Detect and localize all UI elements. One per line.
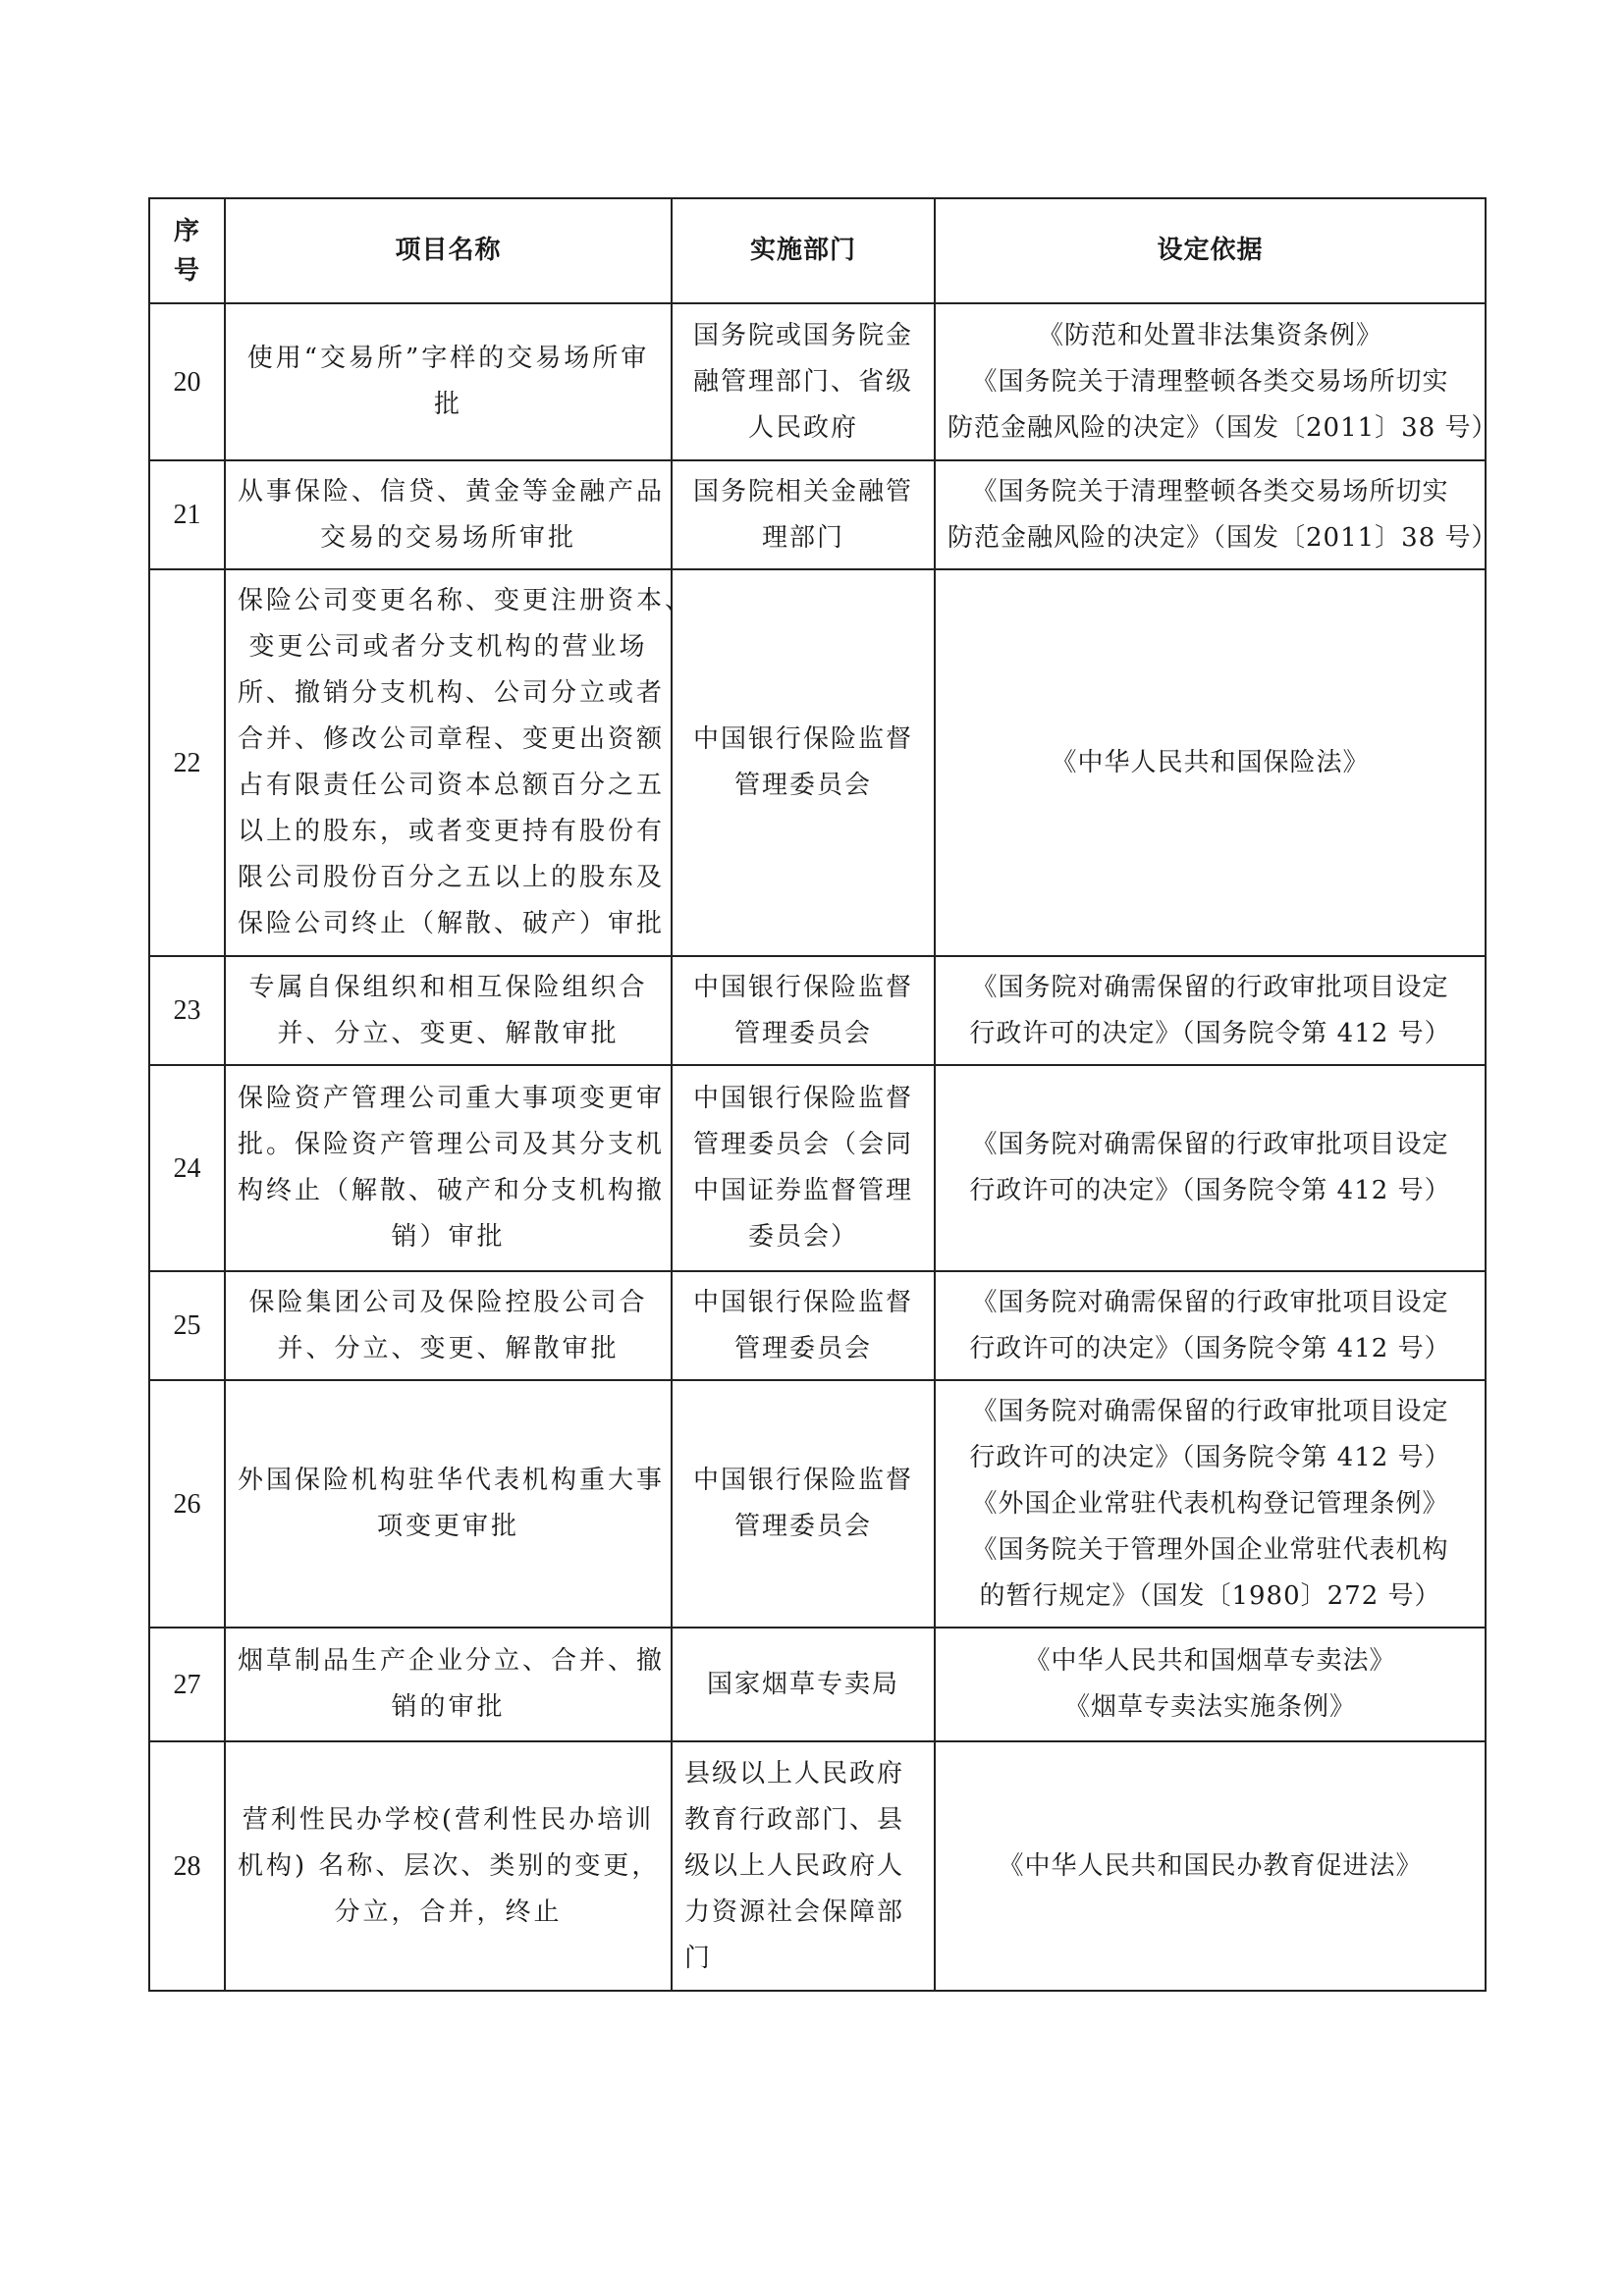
table-row (149, 1628, 1486, 1741)
row-legal-basis-line: 行政许可的决定》（国务院令第 412 号） (969, 1333, 1451, 1363)
row-project-name-line: 保险公司变更名称、变更注册资本、 (238, 586, 694, 615)
row-department (672, 460, 935, 569)
table-row (149, 303, 1486, 460)
row-department-line: 委员会） (747, 1222, 858, 1252)
row-seq: 24 (149, 1065, 225, 1271)
row-department-line: 级以上人民政府人 (684, 1850, 905, 1881)
row-department-line: 管理委员会 (733, 1333, 872, 1363)
row-department-line: 融管理部门、省级 (692, 366, 913, 397)
row-department-line: 人民政府 (747, 412, 858, 443)
row-department-line: 门 (684, 1943, 713, 1973)
row-project-name (225, 1741, 672, 1991)
row-project-name (225, 569, 694, 956)
row-department-line: 力资源社会保障部 (684, 1896, 905, 1927)
table-row (149, 1065, 1486, 1271)
row-department-line: 中国银行保险监督 (692, 1084, 913, 1113)
row-project-name-line: 销的审批 (391, 1692, 506, 1722)
table-row (149, 956, 1486, 1065)
row-project-name-line: 保险资产管理公司重大事项变更审 (238, 1084, 666, 1113)
row-department (672, 1628, 935, 1741)
row-legal-basis-line: 《国务院对确需保留的行政审批项目设定 (971, 972, 1449, 1002)
row-project-name-line: 批。保险资产管理公司及其分支机 (238, 1130, 666, 1159)
row-legal-basis-line: 《中华人民共和国保险法》 (1051, 747, 1370, 777)
row-legal-basis-line: 《中华人民共和国烟草专卖法》 (1024, 1646, 1396, 1676)
row-project-name-line: 销）审批 (391, 1222, 506, 1252)
row-department-line: 管理委员会 (733, 1018, 872, 1048)
row-project-name-line: 并、分立、变更、解散审批 (277, 1333, 620, 1363)
row-project-name-line: 合并、修改公司章程、变更出资额 (238, 724, 666, 754)
row-project-name-line: 分立，合并，终止 (334, 1896, 563, 1927)
row-department-line: 理部门 (761, 522, 844, 553)
row-project-name (225, 1380, 672, 1628)
row-seq: 20 (149, 303, 225, 460)
row-seq: 26 (149, 1380, 225, 1628)
row-project-name-line: 从事保险、信贷、黄金等金融产品 (238, 476, 666, 507)
row-department-line: 国务院或国务院金 (692, 320, 913, 350)
row-legal-basis-line: 防范金融风险的决定》（国发〔2011〕38 号） (947, 522, 1498, 553)
row-legal-basis-line: 行政许可的决定》（国务院令第 412 号） (969, 1176, 1451, 1205)
row-legal-basis (935, 1271, 1486, 1380)
row-department (672, 1741, 935, 1991)
row-project-name-line: 以上的股东，或者变更持有股份有 (238, 817, 666, 846)
row-legal-basis-line: 《国务院关于清理整顿各类交易场所切实 (971, 366, 1449, 397)
header-name: 项目名称 (225, 198, 672, 303)
row-legal-basis (935, 1065, 1486, 1271)
header-basis: 设定依据 (935, 198, 1486, 303)
row-legal-basis (935, 569, 1486, 956)
row-seq: 25 (149, 1271, 225, 1380)
row-seq: 23 (149, 956, 225, 1065)
table-header-row (149, 198, 1486, 303)
row-legal-basis-line: 《国务院对确需保留的行政审批项目设定 (971, 1396, 1449, 1426)
row-department (672, 303, 935, 460)
row-project-name-line: 限公司股份百分之五以上的股东及 (238, 863, 666, 892)
row-legal-basis-line: 《外国企业常驻代表机构登记管理条例》 (971, 1488, 1449, 1519)
table-row (149, 569, 1486, 956)
row-project-name (225, 303, 672, 460)
row-project-name-line: 机构) 名称、层次、类别的变更， (238, 1850, 661, 1881)
approval-items-table (148, 197, 1498, 1992)
row-department-line: 教育行政部门、县 (684, 1804, 905, 1835)
row-legal-basis-line: 《防范和处置非法集资条例》 (1037, 320, 1382, 350)
row-legal-basis-line: 防范金融风险的决定》（国发〔2011〕38 号） (947, 412, 1498, 443)
row-seq: 27 (149, 1628, 225, 1741)
header-seq-line: 号 (173, 255, 200, 286)
row-project-name (225, 956, 672, 1065)
row-project-name (225, 460, 672, 569)
row-project-name-line: 项变更审批 (376, 1512, 519, 1541)
row-department-line: 中国证券监督管理 (692, 1176, 913, 1205)
row-project-name (225, 1065, 672, 1271)
row-project-name-line: 保险集团公司及保险控股公司合 (248, 1287, 648, 1317)
row-project-name-line: 交易的交易场所审批 (319, 522, 576, 553)
row-department-line: 中国银行保险监督 (692, 1466, 913, 1495)
row-department-line: 国家烟草专卖局 (706, 1669, 899, 1699)
row-legal-basis (935, 303, 1498, 460)
row-project-name-line: 所、撤销分支机构、公司分立或者 (238, 678, 666, 708)
row-legal-basis-line: 《国务院对确需保留的行政审批项目设定 (971, 1130, 1449, 1159)
row-department-line: 中国银行保险监督 (692, 1287, 913, 1317)
row-seq: 28 (149, 1741, 225, 1991)
row-department-line: 管理委员会 (733, 1512, 872, 1541)
row-project-name-line: 保险公司终止（解散、破产）审批 (238, 909, 666, 938)
row-department (672, 569, 935, 956)
row-legal-basis (935, 460, 1498, 569)
row-project-name (225, 1628, 672, 1741)
row-department-line: 县级以上人民政府 (684, 1758, 905, 1789)
row-department-line: 管理委员会 (733, 771, 872, 800)
row-department-line: 中国银行保险监督 (692, 972, 913, 1002)
row-project-name-line: 变更公司或者分支机构的营业场 (248, 632, 648, 662)
row-legal-basis-line: 行政许可的决定》（国务院令第 412 号） (969, 1018, 1451, 1048)
row-project-name-line: 构终止（解散、破产和分支机构撤 (238, 1176, 666, 1205)
table-body (149, 303, 1498, 1991)
row-seq: 22 (149, 569, 225, 956)
row-project-name-line: 批 (433, 390, 462, 419)
row-legal-basis-line: 行政许可的决定》（国务院令第 412 号） (969, 1442, 1451, 1472)
table-row (149, 1271, 1486, 1380)
row-legal-basis (935, 956, 1486, 1065)
table-row (149, 1741, 1486, 1991)
row-legal-basis (935, 1741, 1486, 1991)
row-department-line: 中国银行保险监督 (692, 724, 913, 754)
table-row (149, 1380, 1486, 1628)
row-legal-basis-line: 《国务院关于清理整顿各类交易场所切实 (971, 476, 1449, 507)
row-department (672, 1065, 935, 1271)
row-department-line: 管理委员会（会同 (692, 1130, 913, 1159)
row-project-name-line: 外国保险机构驻华代表机构重大事 (238, 1466, 666, 1495)
row-project-name (225, 1271, 672, 1380)
row-project-name-line: 使用“交易所”字样的交易场所审 (246, 344, 650, 373)
row-project-name-line: 烟草制品生产企业分立、合并、撤 (238, 1646, 666, 1676)
row-legal-basis-line: 《烟草专卖法实施条例》 (1063, 1692, 1356, 1722)
row-legal-basis (935, 1628, 1486, 1741)
row-seq: 21 (149, 460, 225, 569)
row-legal-basis-line: 《国务院关于管理外国企业常驻代表机构 (971, 1534, 1449, 1565)
header-seq-line: 序 (173, 216, 200, 246)
row-department-line: 国务院相关金融管 (692, 476, 913, 507)
row-department (672, 956, 935, 1065)
table-row (149, 460, 1486, 569)
row-project-name-line: 并、分立、变更、解散审批 (277, 1018, 620, 1048)
row-project-name-line: 占有限责任公司资本总额百分之五 (238, 771, 666, 800)
row-legal-basis-line: 《国务院对确需保留的行政审批项目设定 (971, 1287, 1449, 1317)
row-legal-basis-line: 《中华人民共和国民办教育促进法》 (998, 1850, 1423, 1881)
row-department (672, 1271, 935, 1380)
row-department (672, 1380, 935, 1628)
row-legal-basis-line: 的暂行规定》（国发〔1980〕272 号） (979, 1580, 1441, 1611)
row-legal-basis (935, 1380, 1486, 1628)
header-dept: 实施部门 (672, 198, 935, 303)
row-project-name-line: 专属自保组织和相互保险组织合 (248, 972, 648, 1002)
row-project-name-line: 营利性民办学校(营利性民办培训 (242, 1804, 655, 1835)
header-seq (149, 198, 225, 303)
